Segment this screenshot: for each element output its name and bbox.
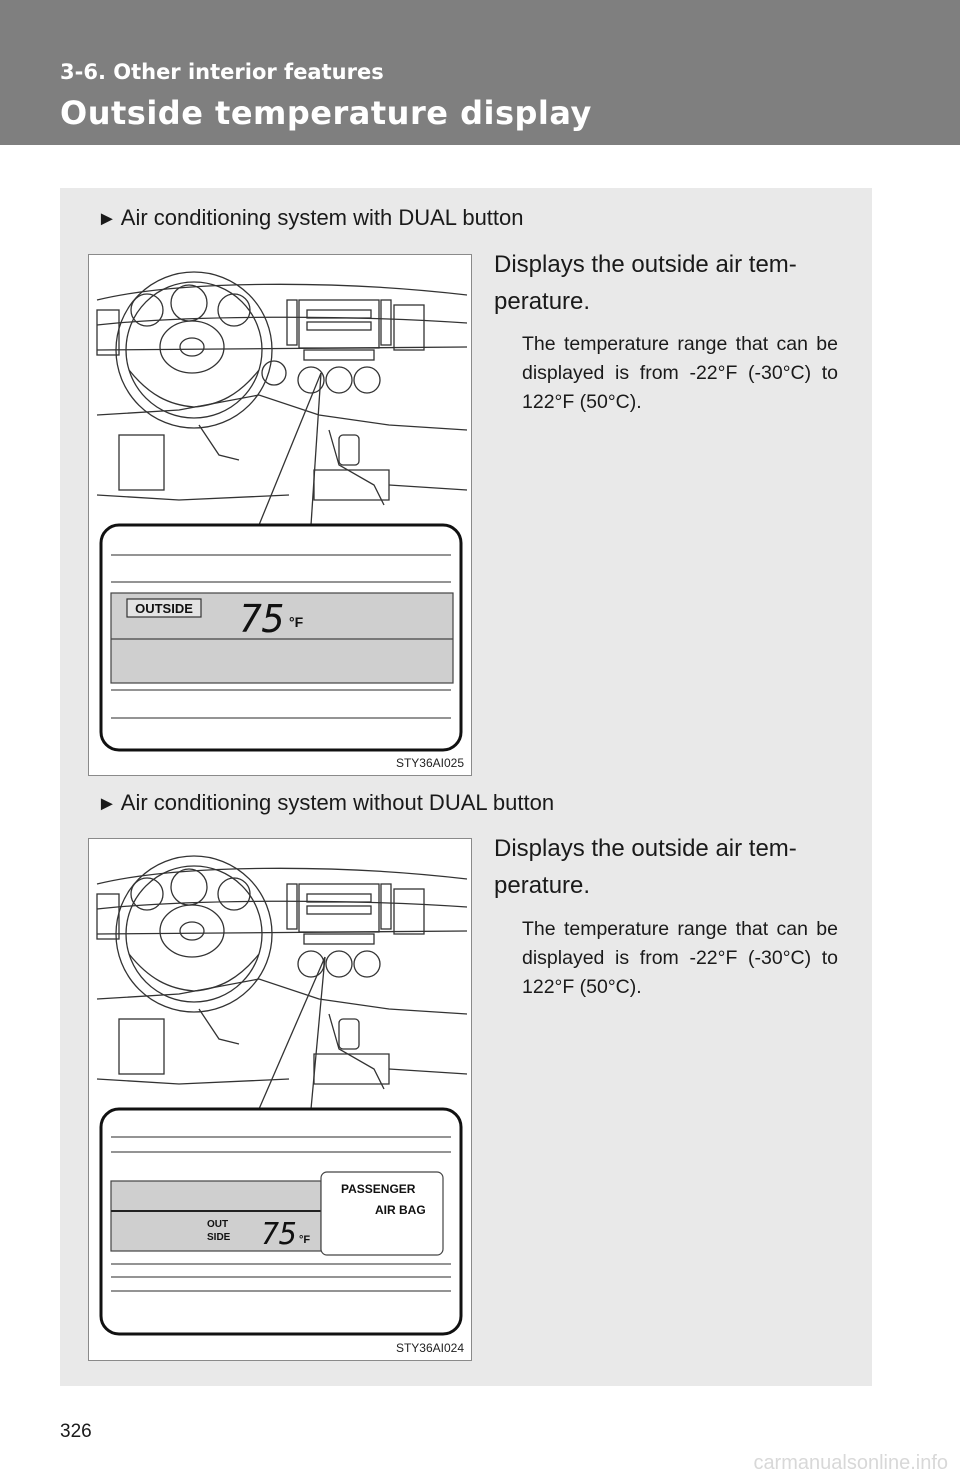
temperature-unit: °F [289, 614, 304, 630]
range-note: The temperature range that can be displayed is from -22°F (-30°C) to 122°F (50°C). [522, 333, 838, 413]
figure-code: STY36AI024 [395, 1341, 464, 1355]
out-label: OUT [207, 1219, 229, 1230]
dashboard-illustration [89, 255, 471, 775]
description-text [494, 830, 839, 904]
temperature-unit: °F [299, 1234, 311, 1246]
watermark: carmanualsonline.info [753, 1452, 948, 1474]
page-title: Outside temperature display [60, 94, 592, 132]
figure-dual-display [88, 254, 472, 776]
triangle-bullet-icon: ► [97, 793, 117, 815]
side-label: SIDE [207, 1232, 231, 1243]
dashboard-illustration [89, 839, 471, 1360]
description-line: Displays the outside air tem- [494, 835, 797, 862]
temperature-readout: 75 [261, 1217, 298, 1252]
section-heading-dual [97, 205, 524, 231]
triangle-bullet-icon: ► [97, 208, 117, 230]
temperature-readout: 75 [239, 597, 285, 641]
description-line: perature. [494, 872, 591, 899]
figure-no-dual-display [88, 838, 472, 1361]
air-bag-label: AIR BAG [375, 1203, 426, 1217]
description-text [494, 246, 839, 320]
section-heading-text: Air conditioning system with DUAL button [120, 205, 524, 230]
figure-code: STY36AI025 [395, 756, 464, 770]
range-note: The temperature range that can be displayed is from -22°F (-30°C) to 122°F (50°C). [522, 918, 838, 998]
header-band [0, 0, 960, 145]
page-number: 326 [60, 1421, 92, 1442]
description-line: perature. [494, 288, 591, 315]
description-line: Displays the outside air tem- [494, 251, 797, 278]
section-heading-text: Air conditioning system without DUAL button [120, 790, 555, 815]
passenger-label: PASSENGER [341, 1182, 416, 1196]
outside-label: OUTSIDE [135, 601, 193, 616]
section-label: 3-6. Other interior features [60, 60, 384, 84]
section-heading-no-dual [97, 790, 554, 816]
